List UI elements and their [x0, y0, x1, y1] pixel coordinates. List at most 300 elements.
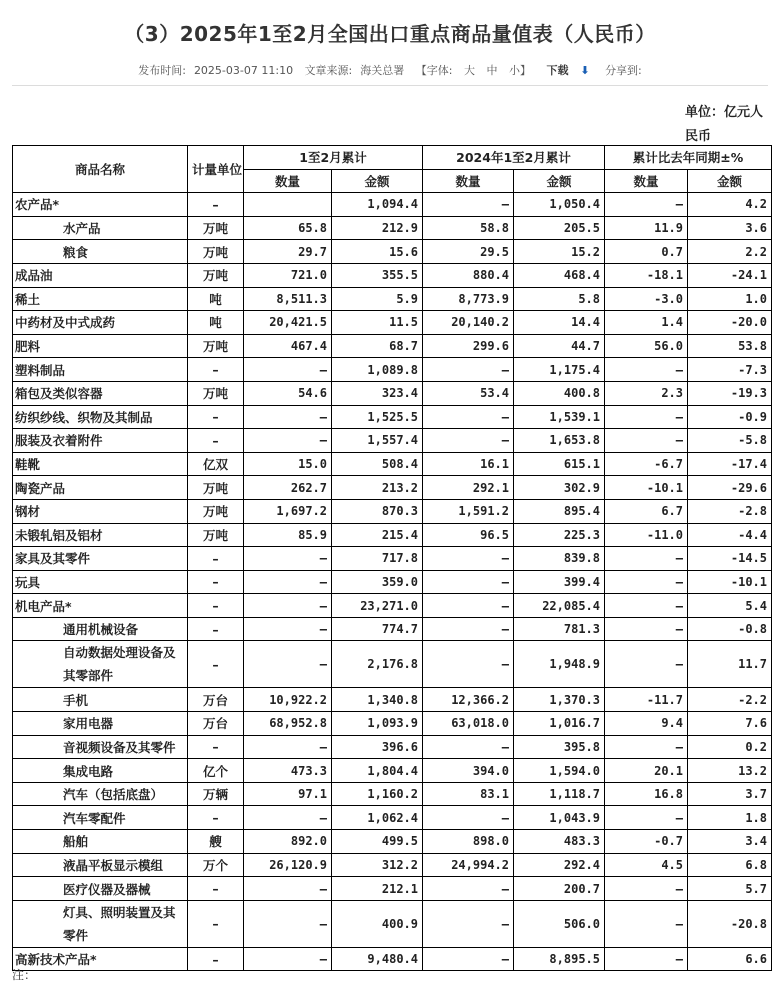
cell-a2: 1,370.3	[514, 688, 605, 712]
cell-qc: 6.7	[605, 499, 688, 523]
cell-q2: 96.5	[423, 523, 514, 547]
cell-q2: 29.5	[423, 240, 514, 264]
cell-q1: –	[244, 806, 332, 830]
cell-a1: 774.7	[332, 617, 423, 641]
cell-q2: –	[423, 641, 514, 688]
cell-ac: 5.7	[688, 877, 772, 901]
cell-qc: -18.1	[605, 263, 688, 287]
cell-q1	[244, 193, 332, 217]
cell-qc: -3.0	[605, 287, 688, 311]
cell-a2: 468.4	[514, 263, 605, 287]
page-title: （3）2025年1至2月全国出口重点商品量值表（人民币）	[124, 22, 656, 46]
cell-q1: –	[244, 358, 332, 382]
cell-q2: –	[423, 947, 514, 971]
header-amount-2: 金额	[514, 169, 605, 193]
cell-a1: 1,062.4	[332, 806, 423, 830]
cell-q2: –	[423, 735, 514, 759]
cell-q2: 20,140.2	[423, 311, 514, 335]
header-period2: 2024年1至2月累计	[423, 146, 605, 170]
table-row	[13, 523, 772, 547]
cell-unit: –	[188, 641, 244, 688]
cell-qc: –	[605, 735, 688, 759]
cell-a1: 215.4	[332, 523, 423, 547]
cell-a2: 506.0	[514, 900, 605, 947]
cell-a2: 15.2	[514, 240, 605, 264]
cell-q2: 8,773.9	[423, 287, 514, 311]
cell-q1: 721.0	[244, 263, 332, 287]
commodity-name: 医疗仪器及器械	[13, 877, 188, 901]
cell-a2: 1,948.9	[514, 641, 605, 688]
cell-unit: 万吨	[188, 240, 244, 264]
cell-q2: 1,591.2	[423, 499, 514, 523]
commodity-name: 集成电路	[13, 759, 188, 783]
commodity-name: 汽车（包括底盘）	[13, 782, 188, 806]
commodity-name: 高新技术产品*	[13, 947, 188, 971]
cell-qc: 11.9	[605, 216, 688, 240]
cell-unit: –	[188, 735, 244, 759]
commodity-name: 塑料制品	[13, 358, 188, 382]
cell-a1: 323.4	[332, 381, 423, 405]
cell-unit: 万个	[188, 853, 244, 877]
cell-a1: 15.6	[332, 240, 423, 264]
cell-unit: 万吨	[188, 334, 244, 358]
cell-a2: 483.3	[514, 830, 605, 854]
commodity-name: 鞋靴	[13, 452, 188, 476]
cell-q2: 299.6	[423, 334, 514, 358]
cell-q2: –	[423, 547, 514, 571]
cell-a1: 499.5	[332, 830, 423, 854]
table-row	[13, 216, 772, 240]
cell-q1: 26,120.9	[244, 853, 332, 877]
cell-qc: –	[605, 641, 688, 688]
source-label: 文章来源:	[304, 64, 353, 77]
cell-ac: 6.6	[688, 947, 772, 971]
font-size-label: 【字体:	[415, 64, 453, 77]
cell-q1: 29.7	[244, 240, 332, 264]
table-row	[13, 688, 772, 712]
cell-q2: 16.1	[423, 452, 514, 476]
cell-q1: 892.0	[244, 830, 332, 854]
cell-qc: –	[605, 617, 688, 641]
table-row	[13, 287, 772, 311]
cell-ac: 53.8	[688, 334, 772, 358]
table-row	[13, 900, 772, 947]
cell-qc: –	[605, 570, 688, 594]
commodity-name: 农产品*	[13, 193, 188, 217]
header-qty-change: 数量	[605, 169, 688, 193]
cell-unit: 亿双	[188, 452, 244, 476]
download-label: 下载	[546, 64, 569, 77]
cell-qc: –	[605, 594, 688, 618]
cell-a2: 292.4	[514, 853, 605, 877]
cell-a1: 1,804.4	[332, 759, 423, 783]
cell-qc: 56.0	[605, 334, 688, 358]
cell-a2: 44.7	[514, 334, 605, 358]
cell-ac: -2.8	[688, 499, 772, 523]
cell-a1: 1,093.9	[332, 712, 423, 736]
cell-ac: 5.4	[688, 594, 772, 618]
cell-a1: 1,089.8	[332, 358, 423, 382]
cell-a2: 1,539.1	[514, 405, 605, 429]
cell-a1: 2,176.8	[332, 641, 423, 688]
cell-qc: 16.8	[605, 782, 688, 806]
cell-a2: 399.4	[514, 570, 605, 594]
export-commodities-table	[12, 145, 772, 971]
cell-unit: 万吨	[188, 523, 244, 547]
cell-a2: 839.8	[514, 547, 605, 571]
table-row	[13, 263, 772, 287]
unit-label: 单位：亿元人民币	[685, 105, 764, 144]
cell-ac: 13.2	[688, 759, 772, 783]
cell-q1: –	[244, 900, 332, 947]
font-large-button[interactable]: 大	[464, 64, 475, 77]
cell-ac: 3.6	[688, 216, 772, 240]
cell-unit: 万吨	[188, 263, 244, 287]
header-amount-1: 金额	[332, 169, 423, 193]
cell-qc: –	[605, 947, 688, 971]
cell-qc: –	[605, 405, 688, 429]
table-row	[13, 405, 772, 429]
cell-a1: 717.8	[332, 547, 423, 571]
cell-q1: 10,922.2	[244, 688, 332, 712]
cell-q1: –	[244, 570, 332, 594]
cell-a1: 23,271.0	[332, 594, 423, 618]
cell-q2: –	[423, 617, 514, 641]
table-row	[13, 240, 772, 264]
cell-q2: –	[423, 594, 514, 618]
cell-a1: 1,525.5	[332, 405, 423, 429]
cell-a2: 1,175.4	[514, 358, 605, 382]
cell-a1: 9,480.4	[332, 947, 423, 971]
cell-qc: –	[605, 429, 688, 453]
header-qty-2: 数量	[423, 169, 514, 193]
cell-unit: 万台	[188, 712, 244, 736]
table-row	[13, 193, 772, 217]
table-row	[13, 334, 772, 358]
cell-q1: 85.9	[244, 523, 332, 547]
table-row	[13, 358, 772, 382]
cell-unit: –	[188, 405, 244, 429]
commodity-name: 粮食	[13, 240, 188, 264]
table-row	[13, 381, 772, 405]
cell-q1: –	[244, 594, 332, 618]
commodity-name: 陶瓷产品	[13, 476, 188, 500]
cell-a1: 11.5	[332, 311, 423, 335]
cell-a2: 781.3	[514, 617, 605, 641]
cell-qc: 9.4	[605, 712, 688, 736]
cell-q1: 473.3	[244, 759, 332, 783]
cell-ac: -10.1	[688, 570, 772, 594]
cell-qc: –	[605, 193, 688, 217]
header-period1: 1至2月累计	[244, 146, 423, 170]
commodity-name: 家用电器	[13, 712, 188, 736]
header-unit: 计量单位	[188, 146, 244, 193]
header-change: 累计比去年同期±%	[605, 146, 772, 170]
commodity-name: 玩具	[13, 570, 188, 594]
cell-a1: 359.0	[332, 570, 423, 594]
cell-q1: –	[244, 641, 332, 688]
cell-a2: 200.7	[514, 877, 605, 901]
cell-ac: -17.4	[688, 452, 772, 476]
cell-unit: –	[188, 429, 244, 453]
commodity-name: 通用机械设备	[13, 617, 188, 641]
table-row	[13, 594, 772, 618]
header-amount-change: 金额	[688, 169, 772, 193]
cell-q1: –	[244, 405, 332, 429]
cell-qc: 2.3	[605, 381, 688, 405]
cell-q1: –	[244, 617, 332, 641]
cell-q1: 262.7	[244, 476, 332, 500]
cell-q2: 58.8	[423, 216, 514, 240]
cell-a2: 302.9	[514, 476, 605, 500]
cell-a2: 5.8	[514, 287, 605, 311]
cell-unit: –	[188, 617, 244, 641]
cell-qc: 1.4	[605, 311, 688, 335]
cell-q2: –	[423, 900, 514, 947]
commodity-name: 手机	[13, 688, 188, 712]
cell-ac: -20.0	[688, 311, 772, 335]
cell-a1: 1,557.4	[332, 429, 423, 453]
commodity-name: 液晶平板显示模组	[13, 853, 188, 877]
commodity-name: 服装及衣着附件	[13, 429, 188, 453]
table-row	[13, 877, 772, 901]
cell-q1: 68,952.8	[244, 712, 332, 736]
table-row	[13, 476, 772, 500]
cell-q2: 24,994.2	[423, 853, 514, 877]
cell-a2: 205.5	[514, 216, 605, 240]
cell-qc: –	[605, 358, 688, 382]
cell-unit: –	[188, 193, 244, 217]
table-row	[13, 429, 772, 453]
cell-a1: 355.5	[332, 263, 423, 287]
cell-unit: 万吨	[188, 381, 244, 405]
cell-a2: 1,050.4	[514, 193, 605, 217]
cell-a2: 14.4	[514, 311, 605, 335]
cell-ac: -20.8	[688, 900, 772, 947]
cell-ac: 6.8	[688, 853, 772, 877]
cell-unit: –	[188, 570, 244, 594]
cell-q2: –	[423, 877, 514, 901]
cell-ac: 4.2	[688, 193, 772, 217]
table-row	[13, 782, 772, 806]
cell-q1: 1,697.2	[244, 499, 332, 523]
cell-qc: 20.1	[605, 759, 688, 783]
table-row	[13, 759, 772, 783]
cell-q1: 65.8	[244, 216, 332, 240]
commodity-name: 音视频设备及其零件	[13, 735, 188, 759]
cell-unit: –	[188, 358, 244, 382]
commodity-name: 船舶	[13, 830, 188, 854]
cell-ac: 1.0	[688, 287, 772, 311]
cell-q2: –	[423, 806, 514, 830]
header-qty-1: 数量	[244, 169, 332, 193]
cell-unit: 吨	[188, 287, 244, 311]
cell-q2: 63,018.0	[423, 712, 514, 736]
cell-ac: 3.4	[688, 830, 772, 854]
cell-unit: –	[188, 877, 244, 901]
table-row	[13, 806, 772, 830]
cell-ac: 2.2	[688, 240, 772, 264]
share-label[interactable]: 分享到:	[605, 64, 642, 77]
cell-ac: -7.3	[688, 358, 772, 382]
cell-qc: -11.0	[605, 523, 688, 547]
cell-qc: -11.7	[605, 688, 688, 712]
cell-q1: –	[244, 547, 332, 571]
commodity-name: 水产品	[13, 216, 188, 240]
cell-ac: -2.2	[688, 688, 772, 712]
cell-unit: 亿个	[188, 759, 244, 783]
cell-qc: –	[605, 806, 688, 830]
cell-unit: 万吨	[188, 499, 244, 523]
cell-a1: 396.6	[332, 735, 423, 759]
source: 海关总署	[360, 64, 405, 77]
cell-unit: –	[188, 547, 244, 571]
cell-ac: -5.8	[688, 429, 772, 453]
cell-a2: 225.3	[514, 523, 605, 547]
cell-q2: 394.0	[423, 759, 514, 783]
cell-unit: 万辆	[188, 782, 244, 806]
article-meta	[0, 62, 780, 78]
cell-qc: –	[605, 900, 688, 947]
table-row	[13, 570, 772, 594]
cell-a2: 1,016.7	[514, 712, 605, 736]
cell-a1: 213.2	[332, 476, 423, 500]
cell-q1: 15.0	[244, 452, 332, 476]
table-row	[13, 452, 772, 476]
footnote: 注：	[12, 968, 37, 982]
cell-a2: 400.8	[514, 381, 605, 405]
table-row	[13, 617, 772, 641]
commodity-name: 肥料	[13, 334, 188, 358]
commodity-name: 稀土	[13, 287, 188, 311]
cell-q2: –	[423, 570, 514, 594]
cell-a2: 1,594.0	[514, 759, 605, 783]
cell-ac: -24.1	[688, 263, 772, 287]
cell-q2: 292.1	[423, 476, 514, 500]
cell-unit: –	[188, 947, 244, 971]
commodity-name: 汽车零配件	[13, 806, 188, 830]
commodity-name: 纺织纱线、织物及其制品	[13, 405, 188, 429]
table-row	[13, 311, 772, 335]
cell-qc: -10.1	[605, 476, 688, 500]
cell-q2: –	[423, 405, 514, 429]
cell-q2: 53.4	[423, 381, 514, 405]
cell-a2: 395.8	[514, 735, 605, 759]
cell-qc: –	[605, 547, 688, 571]
cell-q2: –	[423, 429, 514, 453]
commodity-name: 机电产品*	[13, 594, 188, 618]
download-arrow-icon: ⬇	[580, 64, 590, 77]
font-small-button[interactable]: 小】	[509, 64, 531, 77]
cell-qc: -6.7	[605, 452, 688, 476]
cell-qc: -0.7	[605, 830, 688, 854]
cell-q1: 467.4	[244, 334, 332, 358]
cell-a1: 400.9	[332, 900, 423, 947]
cell-a1: 68.7	[332, 334, 423, 358]
cell-q2: 898.0	[423, 830, 514, 854]
commodity-name: 钢材	[13, 499, 188, 523]
divider	[12, 85, 768, 86]
cell-a1: 1,094.4	[332, 193, 423, 217]
table-body	[13, 193, 772, 971]
cell-q1: –	[244, 429, 332, 453]
cell-a2: 615.1	[514, 452, 605, 476]
cell-a1: 312.2	[332, 853, 423, 877]
commodity-name: 箱包及类似容器	[13, 381, 188, 405]
cell-a1: 212.1	[332, 877, 423, 901]
cell-ac: -14.5	[688, 547, 772, 571]
table-row	[13, 641, 772, 688]
commodity-name: 未锻轧铝及铝材	[13, 523, 188, 547]
cell-a1: 1,340.8	[332, 688, 423, 712]
cell-q1: –	[244, 735, 332, 759]
table-row	[13, 547, 772, 571]
font-medium-button[interactable]: 中	[486, 64, 498, 77]
cell-a1: 5.9	[332, 287, 423, 311]
cell-ac: -0.9	[688, 405, 772, 429]
cell-ac: -0.8	[688, 617, 772, 641]
cell-q2: –	[423, 193, 514, 217]
cell-q1: –	[244, 877, 332, 901]
cell-ac: 0.2	[688, 735, 772, 759]
commodity-name: 成品油	[13, 263, 188, 287]
download-button[interactable]	[543, 64, 594, 77]
publish-time: 2025-03-07 11:10	[193, 64, 294, 77]
cell-qc: 0.7	[605, 240, 688, 264]
cell-q2: –	[423, 358, 514, 382]
cell-ac: 1.8	[688, 806, 772, 830]
cell-unit: 艘	[188, 830, 244, 854]
cell-q1: 20,421.5	[244, 311, 332, 335]
table-row	[13, 712, 772, 736]
cell-ac: 3.7	[688, 782, 772, 806]
commodity-name: 灯具、照明装置及其零件	[13, 900, 188, 947]
cell-ac: -19.3	[688, 381, 772, 405]
cell-unit: 万台	[188, 688, 244, 712]
cell-unit: –	[188, 806, 244, 830]
cell-a1: 212.9	[332, 216, 423, 240]
cell-a2: 1,118.7	[514, 782, 605, 806]
header-name: 商品名称	[13, 146, 188, 193]
cell-q1: 54.6	[244, 381, 332, 405]
cell-unit: 万吨	[188, 476, 244, 500]
cell-q2: 83.1	[423, 782, 514, 806]
cell-ac: 11.7	[688, 641, 772, 688]
cell-unit: –	[188, 900, 244, 947]
table-row	[13, 947, 772, 971]
table-row	[13, 853, 772, 877]
cell-unit: –	[188, 594, 244, 618]
publish-time-label: 发布时间:	[138, 64, 186, 77]
cell-ac: -4.4	[688, 523, 772, 547]
cell-a2: 22,085.4	[514, 594, 605, 618]
cell-qc: 4.5	[605, 853, 688, 877]
cell-ac: 7.6	[688, 712, 772, 736]
cell-a2: 895.4	[514, 499, 605, 523]
cell-unit: 万吨	[188, 216, 244, 240]
table-row	[13, 830, 772, 854]
cell-q1: –	[244, 947, 332, 971]
cell-a2: 8,895.5	[514, 947, 605, 971]
cell-q1: 8,511.3	[244, 287, 332, 311]
commodity-name: 中药材及中式成药	[13, 311, 188, 335]
cell-a1: 508.4	[332, 452, 423, 476]
cell-qc: –	[605, 877, 688, 901]
cell-a1: 870.3	[332, 499, 423, 523]
commodity-name: 家具及其零件	[13, 547, 188, 571]
cell-a1: 1,160.2	[332, 782, 423, 806]
commodity-name: 自动数据处理设备及其零部件	[13, 641, 188, 688]
